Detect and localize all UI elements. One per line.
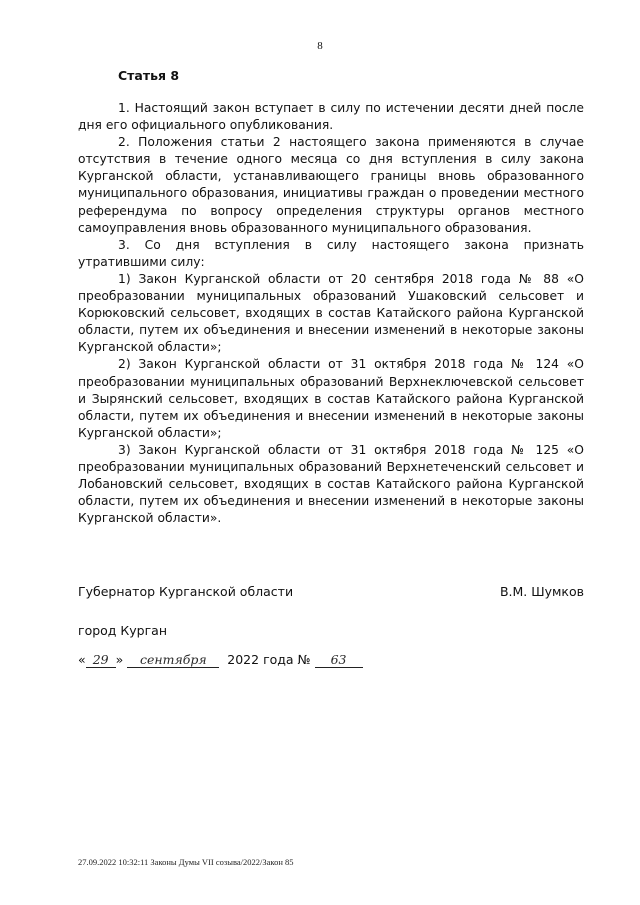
date-year-label: 2022 года № (227, 652, 311, 667)
city-line: город Курган (78, 623, 168, 638)
paragraph-2: 2. Положения статьи 2 настоящего закона применяются в случае отсутствия в течение одного месяца со дня вступления в силу закона Курганской области, устанавливающего границы вновь образованного муниципального образования, инициативы граждан о проведении местного референдума по вопросу определения структуры органов местного самоуправления вновь образованного муниципального образования. (78, 135, 584, 235)
repealed-law-1: 1) Закон Курганской области от 20 сентября 2018 года № 88 «О преобразовании муниципальных образований Ушаковский сельсовет и Корюковский сельсовет, входящих в состав Катайского района Курганской области, путем их объединения и внесении изменений в некоторые законы Курганской области»; (78, 271, 584, 355)
footer-stamp: 27.09.2022 10:32:11 Законы Думы VII созыва/2022/Закон 85 (78, 857, 294, 867)
handwritten-law-number: 63 (315, 652, 363, 668)
date-line (78, 652, 363, 668)
date-close-quote: » (115, 652, 124, 667)
handwritten-month: сентября (127, 652, 219, 668)
paragraph-3: 3. Со дня вступления в силу настоящего закона признать утратившими силу: (78, 237, 584, 269)
date-open-quote: « (78, 652, 86, 667)
handwritten-day: 29 (86, 652, 116, 668)
governor-title: Губернатор Курганской области (78, 584, 294, 599)
page-number: 8 (317, 40, 323, 52)
article-body (78, 100, 584, 527)
repealed-law-3: 3) Закон Курганской области от 31 октября 2018 года № 125 «О преобразовании муниципальных образований Верхнетеченский сельсовет и Лобановский сельсовет, входящих в состав Катайского района Курганской области, путем их объединения и внесении изменений в некоторые законы Курганской области». (78, 442, 584, 526)
paragraph-1: 1. Настоящий закон вступает в силу по истечении десяти дней после дня его официального опубликования. (78, 101, 584, 133)
article-title: Статья 8 (118, 68, 180, 83)
governor-name: В.М. Шумков (499, 584, 584, 599)
repealed-law-2: 2) Закон Курганской области от 31 октября 2018 года № 124 «О преобразовании муниципальных образований Верхнеключевской сельсовет и Зырянский сельсовет, входящих в состав Катайского района Курганской области, путем их объединения и внесении изменений в некоторые законы Курганской области»; (78, 357, 584, 440)
